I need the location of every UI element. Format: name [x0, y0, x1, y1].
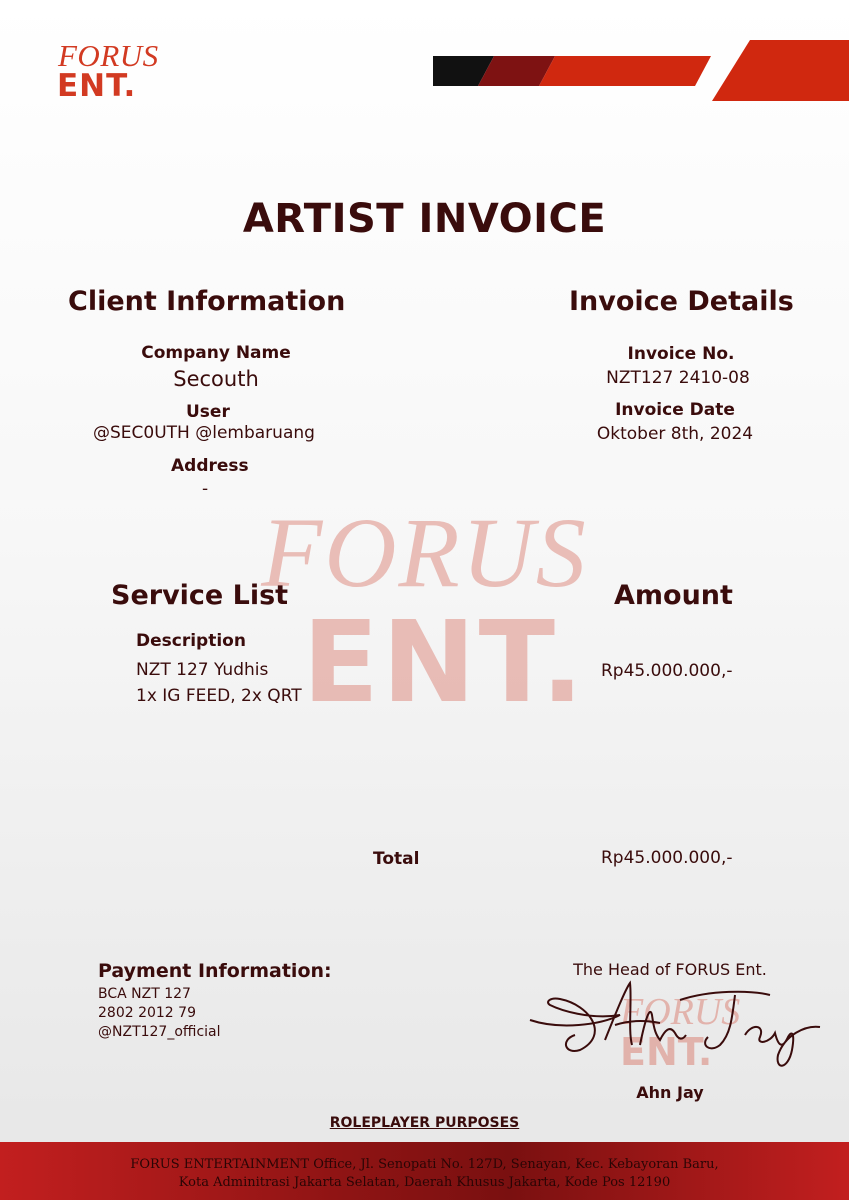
- footer-address: [0, 1156, 849, 1192]
- watermark-forus: FORUS: [261, 497, 588, 608]
- invoice-date-label: Invoice Date: [615, 400, 735, 420]
- watermark-ent: ENT.: [302, 598, 587, 728]
- roleplayer-note: ROLEPLAYER PURPOSES: [329, 1115, 520, 1131]
- invoice-no-value: NZT127 2410-08: [606, 368, 750, 388]
- description-label: Description: [136, 631, 246, 651]
- stripe-red-large: [712, 40, 849, 101]
- service-item-line2: 1x IG FEED, 2x QRT: [136, 686, 302, 706]
- total-label: Total: [373, 849, 420, 869]
- payment-line-account: 2802 2012 79: [98, 1005, 196, 1021]
- signature-watermark-ent: ENT.: [620, 1030, 713, 1074]
- payment-line-bank: BCA NZT 127: [98, 986, 191, 1002]
- header-stripes: [0, 0, 849, 110]
- total-value: Rp45.000.000,-: [601, 848, 733, 868]
- signature-title: The Head of FORUS Ent.: [573, 960, 767, 979]
- logo-ent: ENT.: [57, 68, 137, 104]
- service-item-amount: Rp45.000.000,-: [601, 661, 733, 681]
- signer-name: Ahn Jay: [636, 1083, 704, 1102]
- signature-watermark-forus: FORUS: [620, 991, 741, 1033]
- payment-info-heading: Payment Information:: [98, 960, 332, 982]
- user-value: @SEC0UTH @lembaruang: [93, 423, 315, 443]
- company-name-label: Company Name: [141, 343, 291, 363]
- invoice-details-heading: Invoice Details: [569, 286, 794, 317]
- user-label: User: [186, 402, 230, 422]
- footer-address-line2: Kota Adminitrasi Jakarta Selatan, Daerah Khusus Jakarta, Kode Pos 12190: [178, 1175, 671, 1190]
- payment-line-handle: @NZT127_official: [98, 1024, 221, 1040]
- company-name-value: Secouth: [173, 367, 259, 391]
- invoice-no-label: Invoice No.: [627, 344, 735, 364]
- amount-heading: Amount: [614, 580, 733, 611]
- stripe-red: [539, 56, 711, 86]
- address-value: -: [202, 479, 209, 499]
- service-item-line1: NZT 127 Yudhis: [136, 660, 269, 680]
- handwritten-signature: [520, 975, 830, 1075]
- logo-forus: FORUS: [58, 38, 159, 73]
- page-title: ARTIST INVOICE: [242, 196, 607, 242]
- invoice-date-value: Oktober 8th, 2024: [596, 424, 754, 444]
- client-info-heading: Client Information: [68, 286, 346, 317]
- footer-address-line1: FORUS ENTERTAINMENT Office, Jl. Senopati No. 127D, Senayan, Kec. Kebayoran Baru,: [130, 1157, 719, 1172]
- service-list-heading: Service List: [111, 580, 289, 611]
- address-label: Address: [171, 456, 249, 476]
